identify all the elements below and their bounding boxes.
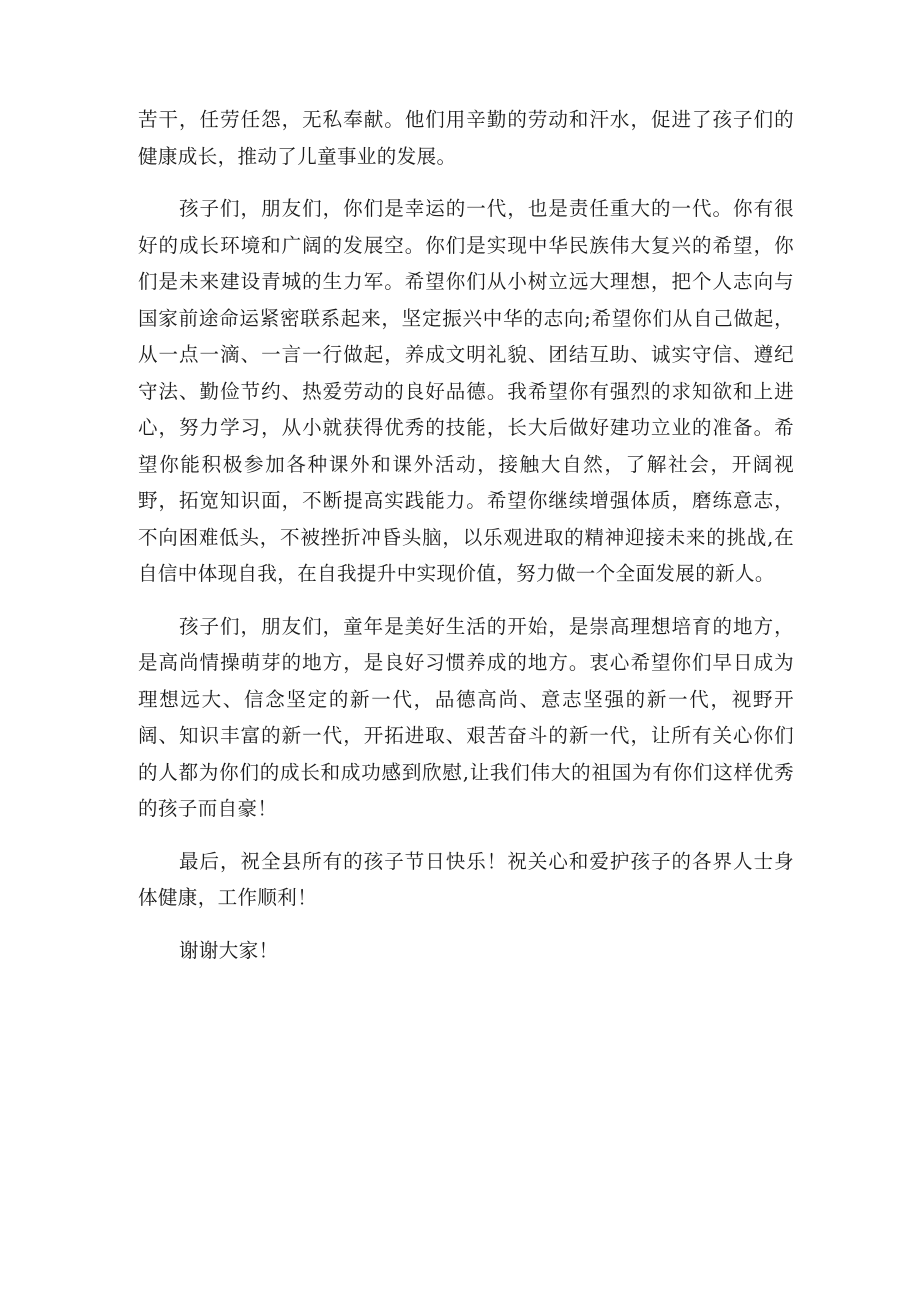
paragraph-wishes: 最后，祝全县所有的孩子节日快乐！祝关心和爱护孩子的各界人士身体健康，工作顺利！	[138, 849, 794, 909]
paragraph-continuation: 苦干，任劳任怨，无私奉献。他们用辛勤的劳动和汗水，促进了孩子们的健康成长，推动了儿童事业的发展。	[138, 108, 794, 168]
paragraph-childhood: 孩子们，朋友们，童年是美好生活的开始，是崇高理想培育的地方，是高尚情操萌芽的地方，是良好习惯养成的地方。衷心希望你们早日成为理想远大、信念坚定的新一代，品德高尚、意志坚强的新一代，视野开阔、知识丰富的新一代，开拓进取、艰苦奋斗的新一代，让所有关心你们的人都为你们的成长和成功感到欣慰,让我们伟大的祖国为有你们这样优秀的孩子而自豪！	[138, 614, 794, 820]
paragraph-thanks: 谢谢大家！	[179, 938, 279, 962]
paragraph-hopes: 孩子们，朋友们，你们是幸运的一代，也是责任重大的一代。你有很好的成长环境和广阔的发展空。你们是实现中华民族伟大复兴的希望，你们是未来建设青城的生力军。希望你们从小树立远大理想，把个人志向与国家前途命运紧密联系起来，坚定振兴中华的志向;希望你们从自己做起，从一点一滴、一言一行做起，养成文明礼貌、团结互助、诚实守信、遵纪守法、勤俭节约、热爱劳动的良好品德。我希望你有强烈的求知欲和上进心，努力学习，从小就获得优秀的技能，长大后做好建功立业的准备。希望你能积极参加各种课外和课外活动，接触大自然，了解社会，开阔视野，拓宽知识面，不断提高实践能力。希望你继续增强体质，磨练意志，不向困难低头，不被挫折冲昏头脑，以乐观进取的精神迎接未来的挑战,在自信中体现自我，在自我提升中实现价值，努力做一个全面发展的新人。	[138, 197, 794, 585]
document-body	[138, 102, 794, 985]
